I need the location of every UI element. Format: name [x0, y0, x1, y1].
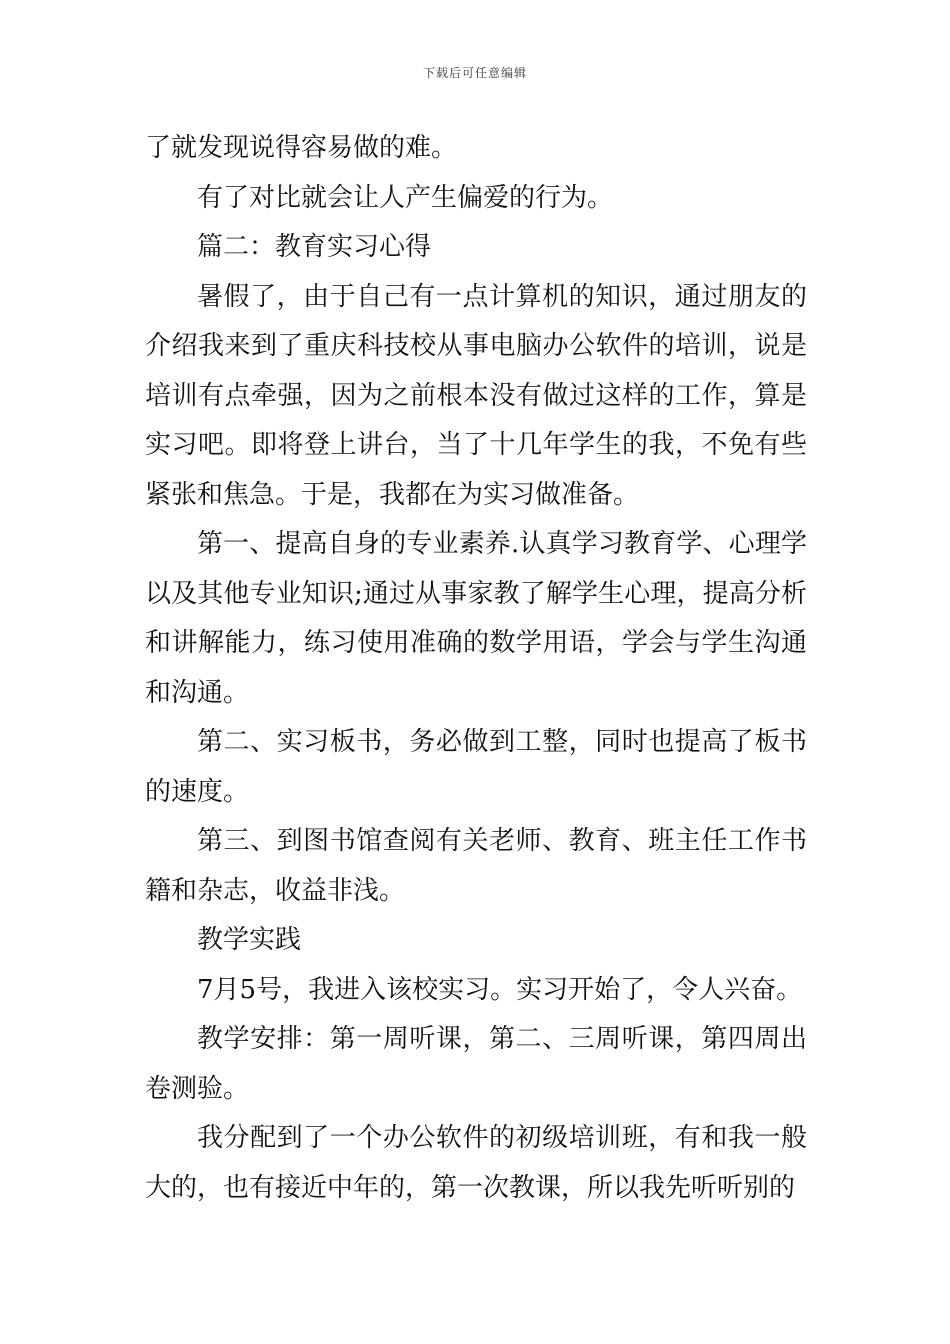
paragraph-teaching-schedule: 教学安排：第一周听课，第二、三周听课，第四周出卷测验。	[145, 1024, 807, 1104]
section-heading-part-two: 篇二：教育实习心得	[197, 232, 432, 262]
document-body	[145, 124, 807, 1213]
page-header-note: 下载后可任意编辑	[422, 66, 527, 80]
paragraph-july-start: 7月5号，我进入该校实习。实习开始了，令人兴奋。	[197, 974, 803, 1005]
paragraph-second-point: 第二、实习板书，务必做到工整，同时也提高了板书的速度。	[145, 727, 807, 807]
paragraph-assigned-class: 我分配到了一个办公软件的初级培训班，有和我一般大的，也有接近中年的，第一次教课，所以我先听听别的	[145, 1123, 807, 1203]
section-heading-teaching-practice: 教学实践	[197, 925, 302, 955]
paragraph-1: 了就发现说得容易做的难。	[145, 133, 458, 163]
paragraph-summer-intro: 暑假了，由于自己有一点计算机的知识，通过朋友的介绍我来到了重庆科技校从事电脑办公软件的培训，说是培训有点牵强，因为之前根本没有做过这样的工作，算是实习吧。即将登上讲台，当了十几年学生的我，不免有些紧张和焦急。于是，我都在为实习做准备。	[145, 281, 807, 510]
paragraph-2: 有了对比就会让人产生偏爱的行为。	[197, 182, 614, 213]
paragraph-third-point: 第三、到图书馆查阅有关老师、教育、班主任工作书籍和杂志，收益非浅。	[145, 826, 807, 906]
paragraph-first-point: 第一、提高自身的专业素养.认真学习教育学、心理学以及其他专业知识;通过从事家教了解学生心理，提高分析和讲解能力，练习使用准确的数学用语，学会与学生沟通和沟通。	[145, 529, 807, 708]
